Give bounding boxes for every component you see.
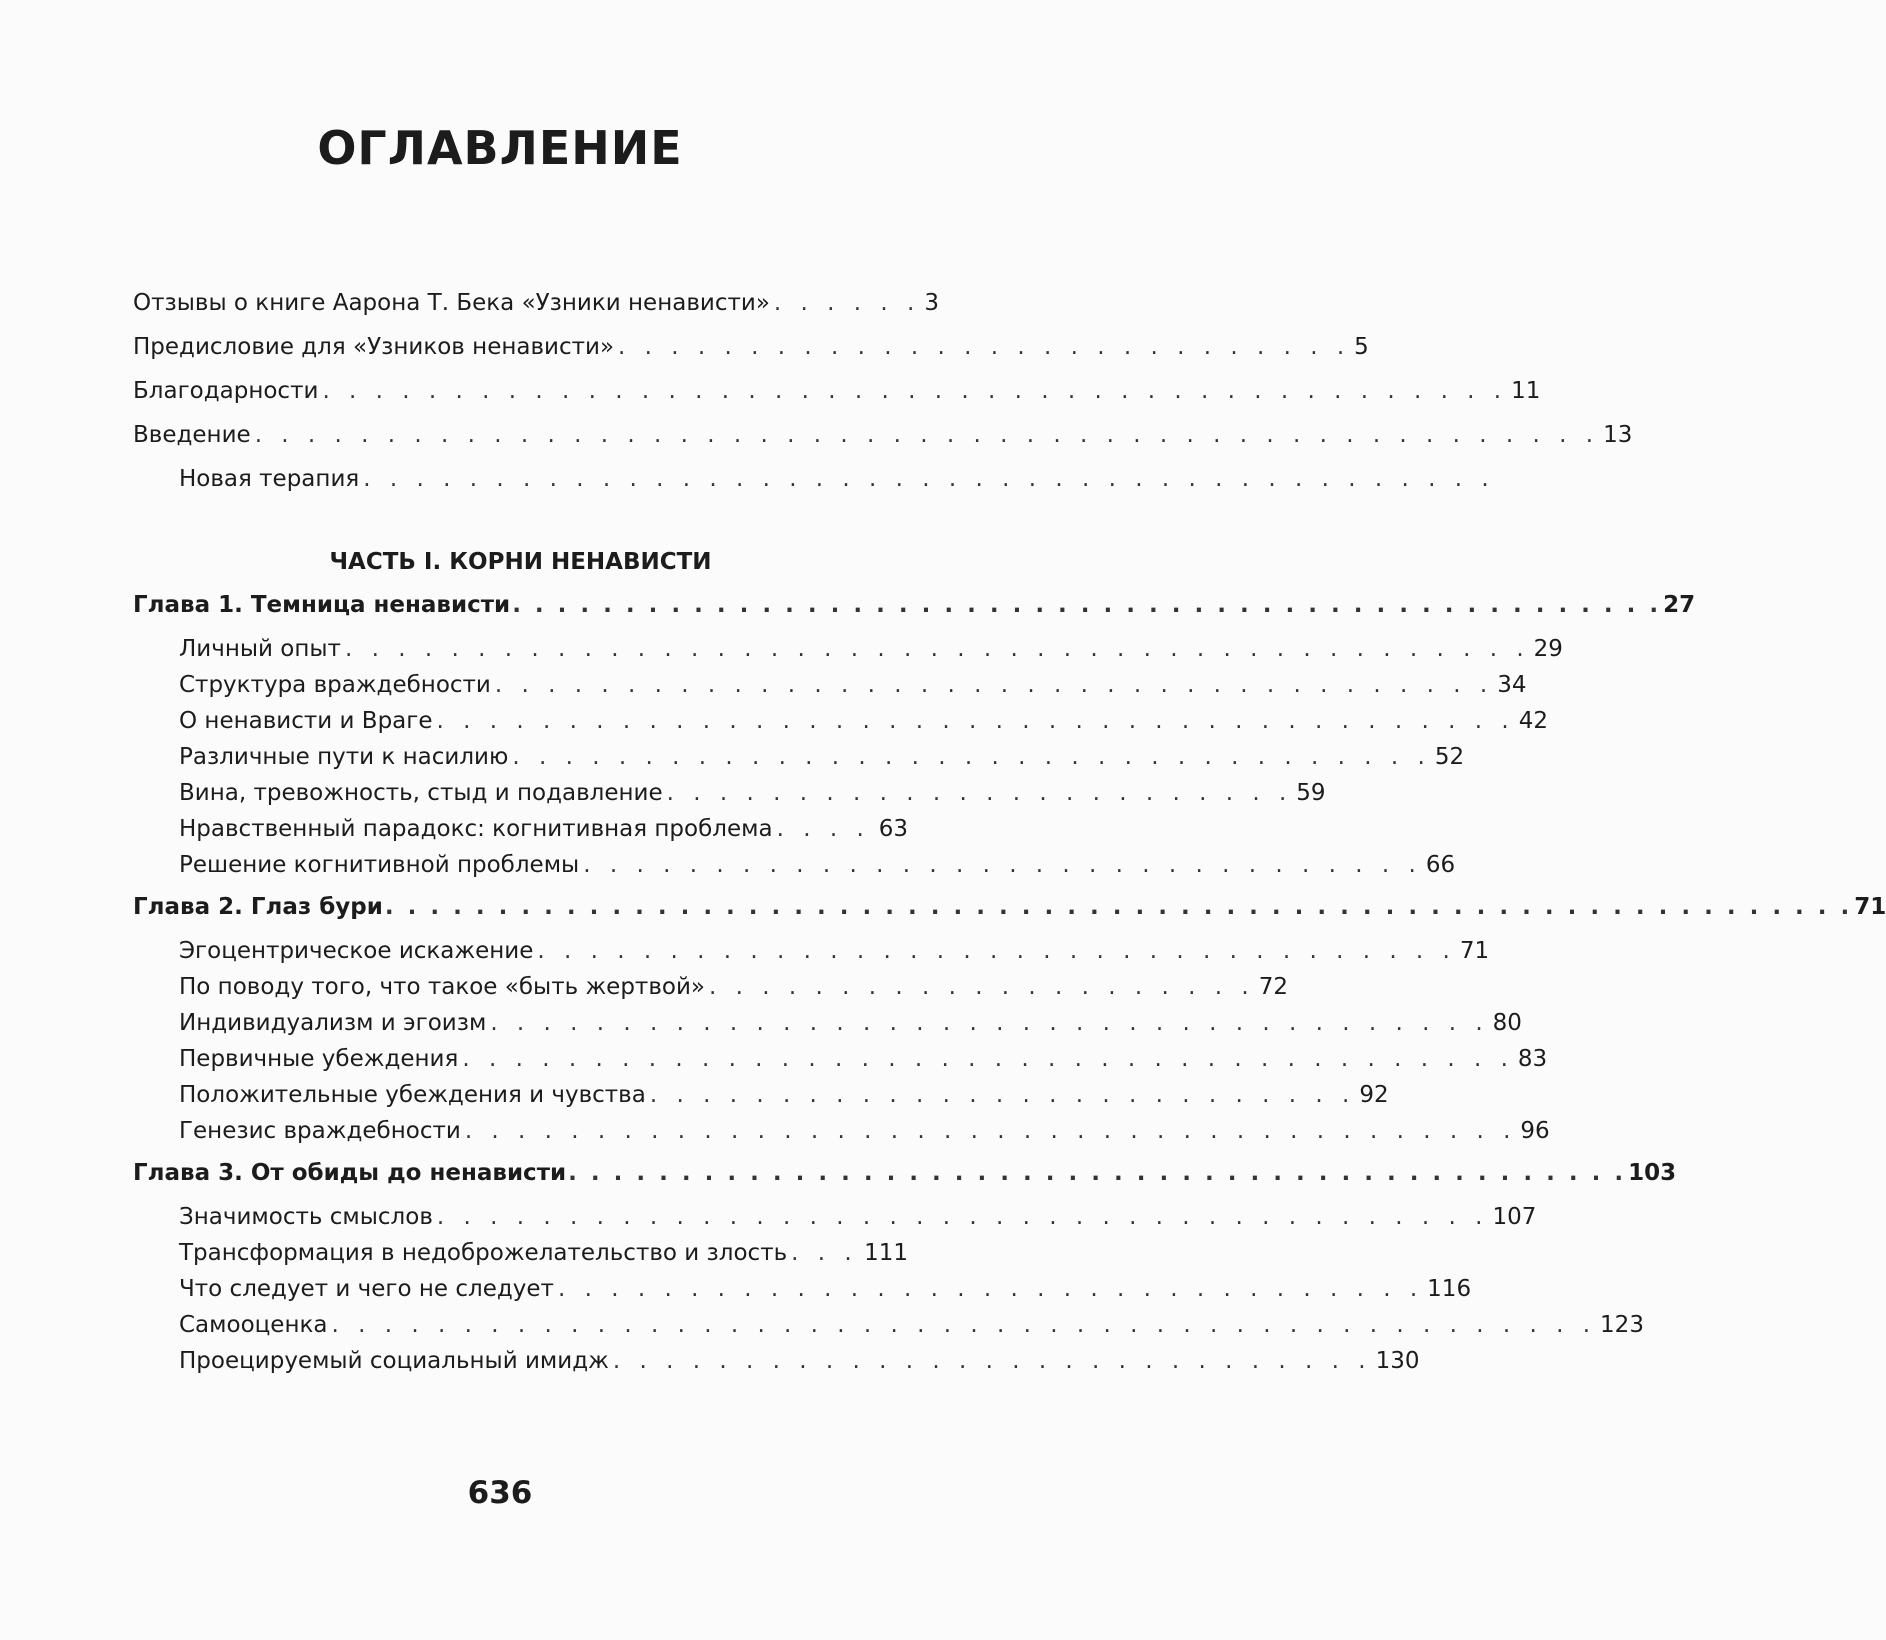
leader-dots: . . . . . . . . . . . . . . . . . . . . . . . . . . . . . . . . . . . . . . . . . . . . . . . . <box>331 1312 1597 1338</box>
toc-subentry[interactable] <box>133 938 1490 974</box>
toc-page-number: 52 <box>1434 744 1465 770</box>
page-title: ОГЛАВЛЕНИЕ <box>317 121 683 175</box>
page-number: 636 <box>467 1475 533 1511</box>
toc-page-number: 123 <box>1600 1312 1644 1338</box>
toc-entry-label: Самооценка <box>179 1312 328 1338</box>
toc-entry-label: Что следует и чего не следует <box>179 1276 554 1302</box>
toc-page-number: 72 <box>1258 974 1289 1000</box>
toc-entry-label: Эгоцентрическое искажение <box>179 938 534 964</box>
part-heading: ЧАСТЬ I. КОРНИ НЕНАВИСТИ <box>329 549 712 575</box>
toc-entry-label: Личный опыт <box>179 636 341 662</box>
toc-entry-label: Нравственный парадокс: когнитивная проблема <box>179 816 773 842</box>
toc-page-number: 34 <box>1497 672 1527 698</box>
toc-page-number: 13 <box>1603 422 1633 448</box>
chapter-title: Глава 1. Темница ненависти <box>133 592 511 618</box>
leader-dots: . . . . . . . . . . . . . . . . . . . . . . . . . . . . . . . . . . . . . . . . . . . . . . . <box>568 1160 1627 1186</box>
toc-page-number: 103 <box>1628 1160 1677 1186</box>
leader-dots: . . . . . . . . . . . . . . . . . . . . . . . . . . . . . . . . . . . . . . <box>490 1010 1489 1036</box>
toc-page-number: 66 <box>1425 852 1456 878</box>
leader-dots: . . . . . . . . . . . . . . . . . . . . . . . . . . . . . . . . . . . . . . . . . . . . . . . . . . . <box>512 592 1662 618</box>
toc-page-number: 59 <box>1296 780 1326 806</box>
toc-subentry[interactable] <box>133 1118 1550 1154</box>
leader-dots: . . . . . . . . . . . . . . . . . . . . . . . . . . . <box>649 1082 1356 1108</box>
toc-subentry[interactable] <box>133 1046 1548 1082</box>
toc-page-number: 71 <box>1459 938 1490 964</box>
leader-dots: . . . . . . . . . . . . . . . . . . . . . . . . . . . . . . . . . . . . . . . . <box>462 1046 1514 1072</box>
leader-dots: . . . . . . . . . . . . . . . . . . . . . . . . . . . . . . . . . . . . . . . . . . . . . . . . . . . <box>254 422 1600 448</box>
toc-chapter-2[interactable] <box>133 894 1886 938</box>
toc-subentry[interactable] <box>133 852 1456 888</box>
toc-entry-preface[interactable] <box>133 334 1369 378</box>
leader-dots: . . . . . . <box>773 290 921 316</box>
toc-entry-reviews[interactable] <box>133 290 939 334</box>
toc-page-number: 80 <box>1492 1010 1522 1036</box>
toc-page-number: 92 <box>1359 1082 1389 1108</box>
toc-entry-introduction[interactable] <box>133 422 1633 466</box>
toc-page-number: 116 <box>1427 1276 1472 1302</box>
toc-subentry[interactable] <box>133 1010 1522 1046</box>
leader-dots: . . . . . . . . . . . . . . . . . . . . . <box>708 974 1255 1000</box>
toc-entry-label: Решение когнитивной проблемы <box>179 852 580 878</box>
toc-entry-label: Генезис враждебности <box>179 1118 461 1144</box>
toc-page-number: 71 <box>1854 894 1886 920</box>
toc-entry-label: Индивидуализм и эгоизм <box>179 1010 487 1036</box>
toc-subentry[interactable] <box>133 1204 1537 1240</box>
toc-subentry[interactable] <box>133 1312 1644 1348</box>
leader-dots: . . . . <box>776 816 870 842</box>
leader-dots: . . . . . . . . . . . . . . . . . . . . . . . . . . . . . . . . . <box>557 1276 1424 1302</box>
leader-dots: . . . . . . . . . . . . . . . . . . . . . . . . . . . . . . . . . . . . . . <box>494 672 1494 698</box>
toc-entry-acknowledgements[interactable] <box>133 378 1541 422</box>
table-of-contents <box>133 290 1886 1384</box>
chapter-title: Глава 3. От обиды до ненависти <box>133 1160 567 1186</box>
toc-subentry[interactable] <box>133 744 1465 780</box>
toc-entry-label: Вина, тревожность, стыд и подавление <box>179 780 663 806</box>
toc-page-number: 3 <box>924 290 939 316</box>
toc-entry-label: Различные пути к насилию <box>179 744 509 770</box>
toc-entry-label: Трансформация в недоброжелательство и злость <box>179 1240 788 1266</box>
leader-dots: . . . . . . . . . . . . . . . . . . . . . . . . . . . . . . . . . . . . . . . . . . . . . <box>322 378 1508 404</box>
toc-entry-label: О ненависти и Враге <box>179 708 433 734</box>
leader-dots: . . . . . . . . . . . . . . . . . . . . . . . . . . . . . . . . . . . <box>537 938 1456 964</box>
toc-entry-label: Отзывы о книге Аарона Т. Бека «Узники ненависти» <box>133 290 770 316</box>
leader-dots: . . . . . . . . . . . . . . . . . . . . . . . . <box>666 780 1293 806</box>
toc-page-number: 27 <box>1663 592 1696 618</box>
toc-chapter-1[interactable] <box>133 592 1696 636</box>
toc-page-number: 29 <box>1533 636 1563 662</box>
toc-subentry[interactable] <box>133 1348 1420 1384</box>
toc-entry-label: Предисловие для «Узников ненависти» <box>133 334 615 360</box>
leader-dots: . . . . . . . . . . . . . . . . . . . . . . . . . . . . <box>618 334 1351 360</box>
toc-chapter-3[interactable] <box>133 1160 1677 1204</box>
toc-subentry[interactable] <box>133 1082 1389 1118</box>
toc-entry-label: По поводу того, что такое «быть жертвой» <box>179 974 705 1000</box>
leader-dots: . . . . . . . . . . . . . . . . . . . . . . . . . . . . . . . . . . . . . . . . <box>436 1204 1489 1230</box>
toc-subentry[interactable] <box>133 672 1527 708</box>
toc-entry-label: Новая терапия <box>179 466 360 492</box>
leader-dots: . . . . . . . . . . . . . . . . . . . . . . . . . . . . . . . . <box>583 852 1422 878</box>
toc-page-number: 42 <box>1518 708 1548 734</box>
toc-entry-label: Благодарности <box>133 378 319 404</box>
leader-dots: . . . . . . . . . . . . . . . . . . . . . . . . . . . . . <box>612 1348 1372 1374</box>
toc-subentry[interactable] <box>133 708 1548 744</box>
toc-subentry[interactable] <box>133 816 908 852</box>
toc-entry-label: Первичные убеждения <box>179 1046 459 1072</box>
leader-dots: . . . . . . . . . . . . . . . . . . . . . . . . . . . . . . . . . . . . . . . . . . . . . . . . . . . . . . . . . . . . . . . . . <box>384 894 1853 920</box>
toc-page-number: 107 <box>1492 1204 1537 1230</box>
toc-page-number: 5 <box>1354 334 1369 360</box>
toc-page-number: 11 <box>1511 378 1541 404</box>
toc-entry-label: Структура враждебности <box>179 672 491 698</box>
toc-subentry[interactable] <box>133 780 1326 816</box>
toc-subentry[interactable] <box>133 636 1563 672</box>
toc-subentry[interactable] <box>133 974 1289 1010</box>
toc-subentry[interactable] <box>133 1276 1472 1312</box>
chapter-title: Глава 2. Глаз бури <box>133 894 383 920</box>
leader-dots: . . . . . . . . . . . . . . . . . . . . . . . . . . . . . . . . . . . . . . . . . . . <box>363 466 1495 492</box>
leader-dots: . . . <box>791 1240 858 1266</box>
leader-dots: . . . . . . . . . . . . . . . . . . . . . . . . . . . . . . . . . . . . . . . . . . . . . <box>344 636 1530 662</box>
toc-page-number: 63 <box>878 816 908 842</box>
toc-subentry-new-therapy[interactable] <box>133 466 1495 502</box>
leader-dots: . . . . . . . . . . . . . . . . . . . . . . . . . . . . . . . . . . . . . . . . <box>464 1118 1517 1144</box>
toc-page-number: 96 <box>1520 1118 1550 1144</box>
leader-dots: . . . . . . . . . . . . . . . . . . . . . . . . . . . . . . . . . . . . . . . . . <box>436 708 1515 734</box>
toc-entry-label: Проецируемый социальный имидж <box>179 1348 609 1374</box>
toc-page-number: 83 <box>1517 1046 1548 1072</box>
leader-dots: . . . . . . . . . . . . . . . . . . . . . . . . . . . . . . . . . . . <box>512 744 1431 770</box>
toc-page-number: 111 <box>864 1240 908 1266</box>
toc-entry-label: Положительные убеждения и чувства <box>179 1082 646 1108</box>
toc-entry-label: Введение <box>133 422 251 448</box>
toc-page-number: 130 <box>1375 1348 1420 1374</box>
toc-subentry[interactable] <box>133 1240 908 1276</box>
toc-entry-label: Значимость смыслов <box>179 1204 433 1230</box>
